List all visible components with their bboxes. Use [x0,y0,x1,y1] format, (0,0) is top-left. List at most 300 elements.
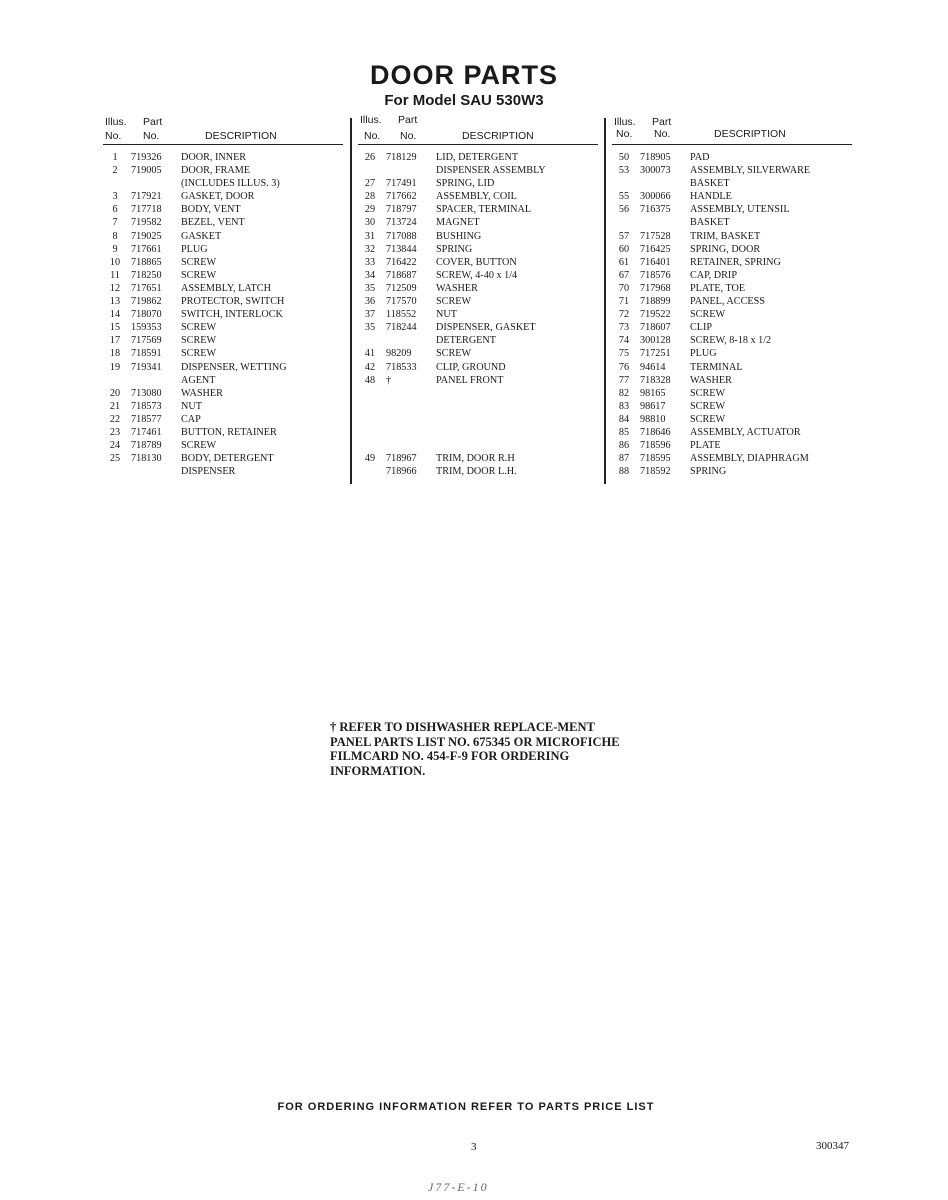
part-number: 718244 [386,322,417,334]
table-row [358,466,598,479]
illus-number: 34 [364,269,376,281]
part-description: ASSEMBLY, SILVERWARE [690,165,811,177]
part-description: LID, DETERGENT [436,152,519,163]
part-number: 98165 [640,387,666,399]
part-description: SPRING, DOOR [690,243,761,255]
table-row [103,204,343,217]
part-description: SCREW [690,309,726,321]
table-row [358,283,598,296]
illus-number: 75 [618,348,630,360]
part-description: SCREW [181,440,217,452]
part-number: 718905 [640,152,671,163]
part-description: SCREW [436,348,472,360]
part-description: BODY, VENT [181,204,241,216]
part-description: PLUG [181,243,208,255]
part-number: 712509 [386,282,417,294]
column-divider [350,118,352,484]
table-row [612,388,852,401]
handwritten-note: J77-E-10 [428,1180,489,1194]
part-description: DETERGENT [436,335,496,347]
part-description: PROTECTOR, SWITCH [181,296,285,308]
illus-number: 50 [618,152,630,163]
part-description: DISPENSER [181,466,236,478]
table-row [103,322,343,335]
part-number: 718328 [640,374,671,386]
part-number: 717921 [131,191,162,203]
table-row [612,165,852,178]
table-row [103,466,343,479]
illus-number: 20 [109,387,121,399]
table-row [612,348,852,361]
illus-number: 67 [618,269,630,281]
part-description: SCREW [690,413,726,425]
illus-number: 86 [618,440,630,452]
illus-number: 83 [618,400,630,412]
part-number: 718596 [640,440,671,452]
illus-number: 2 [112,165,118,177]
part-no-header: No. [654,128,671,140]
table-row [358,178,598,191]
part-description: NUT [181,400,202,412]
illus-number: 33 [364,256,376,268]
part-description: CAP, DRIP [690,269,737,281]
illus-number: 7 [112,217,118,229]
part-number: 719326 [131,152,162,163]
part-number: 719862 [131,296,162,308]
illus-number: 26 [364,152,376,163]
part-description: SCREW [690,400,726,412]
illus-number: 36 [364,296,376,308]
part-number: 719005 [131,165,162,177]
table-row [612,231,852,244]
part-number: 717528 [640,230,671,242]
column-header [612,114,852,145]
part-no-header: No. [400,130,417,142]
part-number: 717461 [131,426,162,438]
table-row [358,309,598,322]
table-row [612,322,852,335]
part-description: PLUG [690,348,717,360]
table-row [103,348,343,361]
table-row [103,231,343,244]
table-row [612,217,852,230]
table-row [612,191,852,204]
footer-text: FOR ORDERING INFORMATION REFER TO PARTS PRICE LIST [277,1101,655,1113]
part-number: 719522 [640,309,671,321]
illus-number: 19 [109,361,121,373]
part-number: 716375 [640,204,671,216]
illus-header: Illus. [614,116,636,128]
table-row [103,440,343,453]
illus-number: 61 [618,256,630,268]
table-row [103,427,343,440]
part-number: 718577 [131,413,162,425]
table-row [358,388,598,401]
illus-number: 32 [364,243,376,255]
illus-number: 12 [109,282,121,294]
table-row [103,388,343,401]
part-number: 718797 [386,204,417,216]
part-description: BUTTON, RETAINER [181,426,277,438]
illus-number: 31 [364,230,376,242]
table-row [612,270,852,283]
illus-number: 37 [364,309,376,321]
part-number: 300073 [640,165,671,177]
table-row [358,296,598,309]
part-description: SCREW [181,322,217,334]
illus-number: 29 [364,204,376,216]
part-number: 718607 [640,322,671,334]
illus-header: Illus. [360,114,382,126]
table-row [612,401,852,414]
part-description: WASHER [436,282,478,294]
part-description: SCREW, 8-18 x 1/2 [690,335,772,347]
part-description: PANEL FRONT [436,374,504,386]
part-number: 717491 [386,178,417,190]
part-header: Part [143,116,163,128]
illus-number: 41 [364,348,376,360]
part-description: PLATE [690,440,721,452]
part-number: 94614 [640,361,666,373]
column-header [358,114,598,145]
part-description: GASKET, DOOR [181,191,255,203]
part-number: 719025 [131,230,162,242]
illus-number: 88 [618,466,630,478]
illus-number: 57 [618,230,630,242]
table-row [358,257,598,270]
illus-number: 73 [618,322,630,334]
part-number: 717251 [640,348,671,360]
table-row [612,362,852,375]
part-number: 718576 [640,269,671,281]
part-description: BUSHING [436,230,482,242]
part-number: 98209 [386,348,412,360]
part-description: SCREW [690,387,726,399]
illus-number: 15 [109,322,121,334]
part-header: Part [398,114,418,126]
illus-number: 71 [618,296,630,308]
illus-number: 11 [110,269,120,281]
part-description: DOOR, FRAME [181,165,251,177]
parts-list [358,152,598,479]
part-description: GASKET [181,230,222,242]
part-description: DISPENSER, WETTING [181,361,287,373]
page-subtitle: For Model SAU 530W3 [384,92,544,109]
part-number: 718687 [386,269,417,281]
part-description: SPACER, TERMINAL [436,204,532,216]
part-description: (INCLUDES ILLUS. 3) [181,178,280,190]
part-description: TRIM, BASKET [690,230,761,242]
illus-number: 82 [618,387,630,399]
table-row [612,440,852,453]
parts-list [103,152,343,479]
table-row [358,322,598,335]
table-row [358,191,598,204]
part-number: 713844 [386,243,417,255]
part-description: WASHER [181,387,223,399]
table-row [103,375,343,388]
illus-number: 28 [364,191,376,203]
table-row [103,309,343,322]
table-row [358,362,598,375]
part-description: CLIP [690,322,713,334]
part-number: 718966 [386,466,417,478]
illus-number: 72 [618,309,630,321]
part-number: 717651 [131,282,162,294]
part-description: DOOR, INNER [181,152,247,163]
part-description: BASKET [690,178,730,190]
illus-number: 17 [109,335,121,347]
part-description: WASHER [690,374,732,386]
document-number: 300347 [816,1140,849,1152]
part-number: 717569 [131,335,162,347]
part-description: TRIM, DOOR R.H [436,453,515,465]
table-row [103,165,343,178]
table-row [103,257,343,270]
illus-number: 74 [618,335,630,347]
illus-number: 1 [112,152,118,163]
table-row [612,466,852,479]
part-number: 718646 [640,426,671,438]
part-description: SWITCH, INTERLOCK [181,309,283,321]
part-description: DISPENSER, GASKET [436,322,536,334]
part-description: SPRING [436,243,473,255]
part-number: 718592 [640,466,671,478]
no-header: No. [105,130,122,142]
column-header [103,114,343,145]
part-number: 718130 [131,453,162,465]
part-number: 716422 [386,256,417,268]
table-row [612,204,852,217]
part-number: 718573 [131,400,162,412]
illus-number: 48 [364,374,376,386]
table-row [358,375,598,388]
table-row [103,283,343,296]
table-row [612,257,852,270]
illus-number: 25 [109,453,121,465]
table-row [103,414,343,427]
part-description: MAGNET [436,217,480,229]
illus-number: 14 [109,309,121,321]
table-row [612,453,852,466]
parts-column-3 [612,114,852,479]
table-row [612,335,852,348]
table-row [612,152,852,165]
part-description: AGENT [181,374,216,386]
illus-number: 53 [618,165,630,177]
table-row [612,309,852,322]
description-header: DESCRIPTION [462,130,534,142]
page-title: DOOR PARTS [369,60,558,90]
part-description: SPRING, LID [436,178,495,190]
part-description: DISPENSER ASSEMBLY [436,165,546,177]
table-row [103,453,343,466]
part-description: COVER, BUTTON [436,256,517,268]
table-row [358,335,598,348]
illus-number: 76 [618,361,630,373]
part-number: 718595 [640,453,671,465]
part-description: PLATE, TOE [690,282,746,294]
part-number: 717661 [131,243,162,255]
part-description: ASSEMBLY, UTENSIL [690,204,790,216]
illus-number: 8 [112,230,118,242]
part-description: PAD [690,152,710,163]
part-number: 300066 [640,191,671,203]
part-number: 300128 [640,335,671,347]
parts-list [612,152,852,479]
part-description: BODY, DETERGENT [181,453,274,465]
part-number: 717718 [131,204,162,216]
table-row [612,375,852,388]
description-header: DESCRIPTION [714,128,786,140]
part-description: SCREW, 4-40 x 1/4 [436,269,518,281]
part-number: 719582 [131,217,162,229]
table-row [103,362,343,375]
table-row [103,217,343,230]
illus-number: 87 [618,453,630,465]
part-number: 719341 [131,361,162,373]
part-description: TERMINAL [690,361,743,373]
part-number: 716425 [640,243,671,255]
table-row [103,191,343,204]
table-row [612,178,852,191]
part-number: 98617 [640,400,666,412]
part-number: 159353 [131,322,162,334]
part-header: Part [652,116,672,128]
ordering-note: † REFER TO DISHWASHER REPLACE-MENT PANEL PARTS LIST NO. 675345 OR MICROFICHE FILMCARD NO. 454-F-9 FOR ORDERING INFORMATION. [330,720,620,778]
illus-number: 85 [618,426,630,438]
part-description: PANEL, ACCESS [690,296,765,308]
table-row [103,296,343,309]
part-description: CAP [181,413,201,425]
table-row [103,270,343,283]
illus-number: 56 [618,204,630,216]
table-row [358,231,598,244]
illus-number: 3 [112,191,118,203]
illus-number: 55 [618,191,630,203]
table-row [358,217,598,230]
table-row [103,401,343,414]
table-row [103,178,343,191]
part-number: 718789 [131,440,162,452]
parts-column-2 [358,114,598,479]
part-description: NUT [436,309,457,321]
no-header: No. [616,128,633,140]
illus-number: 6 [112,204,118,216]
part-number: 718899 [640,296,671,308]
table-row [358,244,598,257]
illus-number: 24 [109,440,121,452]
part-description: RETAINER, SPRING [690,256,781,268]
table-row [358,414,598,427]
part-description: CLIP, GROUND [436,361,506,373]
table-row [358,165,598,178]
table-row [358,401,598,414]
table-row [358,348,598,361]
illus-number: 49 [364,453,376,465]
illus-number: 10 [109,256,121,268]
table-row [103,152,343,165]
table-row [612,427,852,440]
part-number: 718533 [386,361,417,373]
part-number: 713080 [131,387,162,399]
part-description: ASSEMBLY, LATCH [181,282,271,294]
part-description: BEZEL, VENT [181,217,245,229]
column-divider [604,118,606,484]
table-row [612,296,852,309]
table-row [358,440,598,453]
illus-number: 77 [618,374,630,386]
part-description: SPRING [690,466,727,478]
illus-number: 23 [109,426,121,438]
part-description: SCREW [181,256,217,268]
illus-number: 30 [364,217,376,229]
part-description: SCREW [181,269,217,281]
illus-number: 35 [364,322,376,334]
illus-number: 84 [618,413,630,425]
table-row [103,244,343,257]
part-number: 716401 [640,256,671,268]
table-row [358,427,598,440]
parts-column-1 [103,114,343,479]
table-row [358,453,598,466]
illus-number: 9 [112,243,118,255]
part-number: 118552 [386,309,417,321]
table-row [358,152,598,165]
illus-number: 22 [109,413,121,425]
part-number: 718967 [386,453,417,465]
table-row [612,414,852,427]
part-description: ASSEMBLY, ACTUATOR [690,426,801,438]
part-number: 717088 [386,230,417,242]
illus-number: 27 [364,178,376,190]
part-number: 718591 [131,348,162,360]
illus-number: 13 [109,296,121,308]
part-number: 718129 [386,152,417,163]
part-number: 718070 [131,309,162,321]
table-row [612,244,852,257]
no-header: No. [364,130,381,142]
part-number: 713724 [386,217,417,229]
part-description: TRIM, DOOR L.H. [436,466,517,478]
illus-number: 60 [618,243,630,255]
part-description: SCREW [181,348,217,360]
part-description: SCREW [181,335,217,347]
part-description: HANDLE [690,191,732,203]
part-no-header: No. [143,130,160,142]
part-number: 717968 [640,282,671,294]
illus-header: Illus. [105,116,127,128]
illus-number: 35 [364,282,376,294]
table-row [358,270,598,283]
illus-number: 70 [618,282,630,294]
part-number: † [386,374,392,386]
part-number: 718865 [131,256,162,268]
part-description: ASSEMBLY, DIAPHRAGM [690,453,809,465]
illus-number: 18 [109,348,121,360]
part-number: 98810 [640,413,666,425]
illus-number: 21 [109,400,121,412]
table-row [612,283,852,296]
part-description: SCREW [436,296,472,308]
page-number: 3 [471,1141,477,1153]
table-row [358,204,598,217]
part-description: BASKET [690,217,730,229]
part-number: 717662 [386,191,417,203]
part-description: ASSEMBLY, COIL [436,191,517,203]
illus-number: 42 [364,361,376,373]
table-row [103,335,343,348]
